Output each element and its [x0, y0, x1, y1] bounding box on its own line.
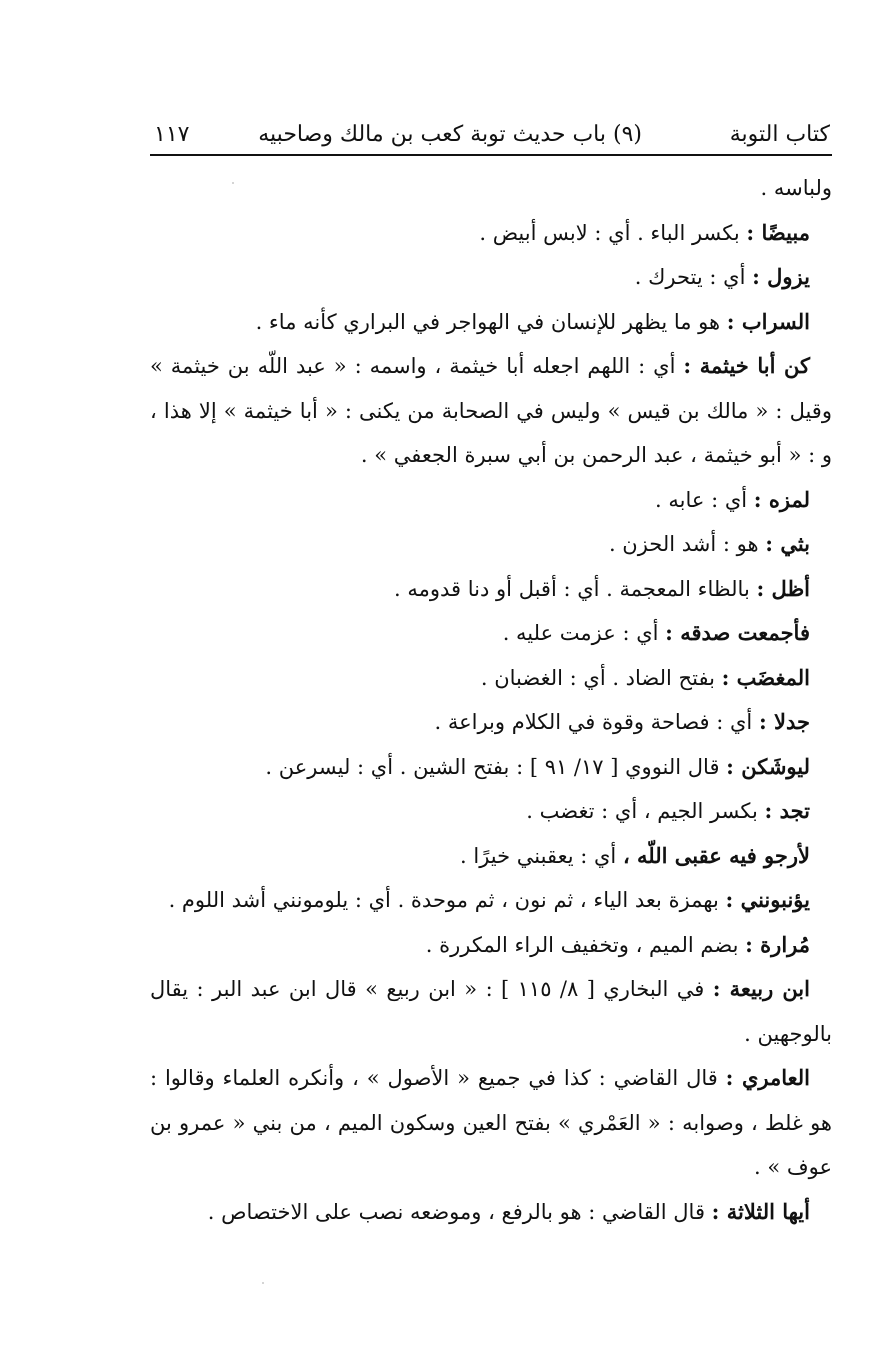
page-number: ١١٧	[154, 122, 190, 147]
glossary-entry	[150, 522, 832, 567]
glossary-entry	[150, 1056, 832, 1190]
entry-text: قال القاضي : كذا في جميع « الأصول » ، وأنكره العلماء وقالوا : هو غلط ، وصوابه : « العَمْري » بفتح العين وسكون الميم ، من بني « عمرو بن عوف » .	[150, 1066, 832, 1179]
entry-text: أي : اللهم اجعله أبا خيثمة ، واسمه : « عبد اللّه بن خيثمة » وقيل : « مالك بن قيس » وليس في الصحابة من يكنى : « أبا خيثمة » إلا هذا ، و : « أبو خيثمة ، عبد الرحمن بن أبي سبرة الجعفي » .	[150, 354, 832, 467]
entry-term: يؤنبونني :	[725, 887, 810, 912]
entry-term: مبيضًا :	[746, 219, 810, 245]
entry-text: قال القاضي : هو بالرفع ، وموضعه نصب على الاختصاص .	[207, 1199, 712, 1224]
entry-term: لأرجو فيه عقبى اللّه ،	[622, 842, 810, 868]
entry-term: فأجمعت صدقه :	[665, 620, 810, 645]
glossary-body	[150, 166, 832, 1234]
entry-text: ولباسه .	[760, 176, 832, 200]
glossary-entry	[150, 300, 832, 345]
entry-text: أي : عابه .	[655, 487, 754, 512]
glossary-entry	[150, 834, 832, 879]
entry-term: أظل :	[756, 575, 810, 601]
entry-text: أي : يتحرك .	[634, 265, 753, 289]
entry-text: بكسر الجيم ، أي : تغضب .	[526, 799, 765, 823]
glossary-entry	[150, 923, 832, 968]
entry-term: ابن ربيعة :	[712, 976, 810, 1001]
glossary-entry	[150, 567, 832, 612]
glossary-entry	[150, 344, 832, 478]
entry-term: تجد :	[764, 798, 810, 823]
glossary-entry	[150, 878, 832, 923]
running-header	[150, 114, 832, 156]
entry-text: أي : يعقبني خيرًا .	[460, 843, 623, 868]
entry-text: هو ما يظهر للإنسان في الهواجر في البراري كأنه ماء .	[255, 309, 727, 334]
entry-text: بفتح الضاد . أي : الغضبان .	[480, 665, 722, 690]
glossary-entry	[150, 745, 832, 790]
entry-term: العامري :	[725, 1065, 810, 1090]
entry-text: بهمزة بعد الياء ، ثم نون ، ثم موحدة . أي : يلومونني أشد اللوم .	[168, 888, 726, 912]
glossary-entry	[150, 700, 832, 745]
entry-term: المغضَب :	[721, 664, 810, 690]
entry-term: يزول :	[752, 264, 810, 289]
entry-text: في البخاري [ ٨/ ١١٥ ] : « ابن ربيع » قال ابن عبد البر : يقال بالوجهين .	[150, 977, 832, 1046]
entry-term: السراب :	[726, 308, 810, 334]
entry-term: كن أبا خيثمة :	[683, 353, 810, 378]
entry-text: قال النووي [ ١٧/ ٩١ ] : بفتح الشين . أي : ليسرعن .	[265, 754, 727, 779]
header-rule	[150, 154, 832, 156]
scan-speck	[262, 1282, 264, 1284]
glossary-entry	[150, 166, 832, 211]
glossary-entry	[150, 789, 832, 834]
entry-text: بضم الميم ، وتخفيف الراء المكررة .	[425, 932, 746, 957]
entry-term: لمزه :	[753, 486, 810, 512]
entry-text: بكسر الباء . أي : لابس أبيض .	[479, 220, 747, 245]
entry-text: بالظاء المعجمة . أي : أقبل أو دنا قدومه .	[394, 576, 757, 601]
glossary-entry	[150, 478, 832, 523]
entry-term: أيها الثلاثة :	[711, 1198, 810, 1224]
entry-text: أي : عزمت عليه .	[502, 621, 666, 645]
glossary-entry	[150, 611, 832, 656]
glossary-entry	[150, 967, 832, 1056]
glossary-entry	[150, 656, 832, 701]
entry-term: ليوشَكن :	[726, 753, 810, 779]
glossary-entry	[150, 1190, 832, 1235]
entry-text: هو : أشد الحزن .	[608, 532, 766, 556]
glossary-entry	[150, 211, 832, 256]
entry-term: بثي :	[765, 531, 810, 556]
entry-term: مُرارة :	[745, 931, 810, 957]
glossary-entry	[150, 255, 832, 300]
book-title: كتاب التوبة	[729, 122, 830, 147]
entry-term: جدلا :	[758, 709, 810, 734]
chapter-title: (٩) باب حديث توبة كعب بن مالك وصاحبيه	[258, 122, 642, 147]
entry-text: أي : فصاحة وقوة في الكلام وبراعة .	[434, 710, 759, 734]
scan-speck	[232, 182, 234, 184]
